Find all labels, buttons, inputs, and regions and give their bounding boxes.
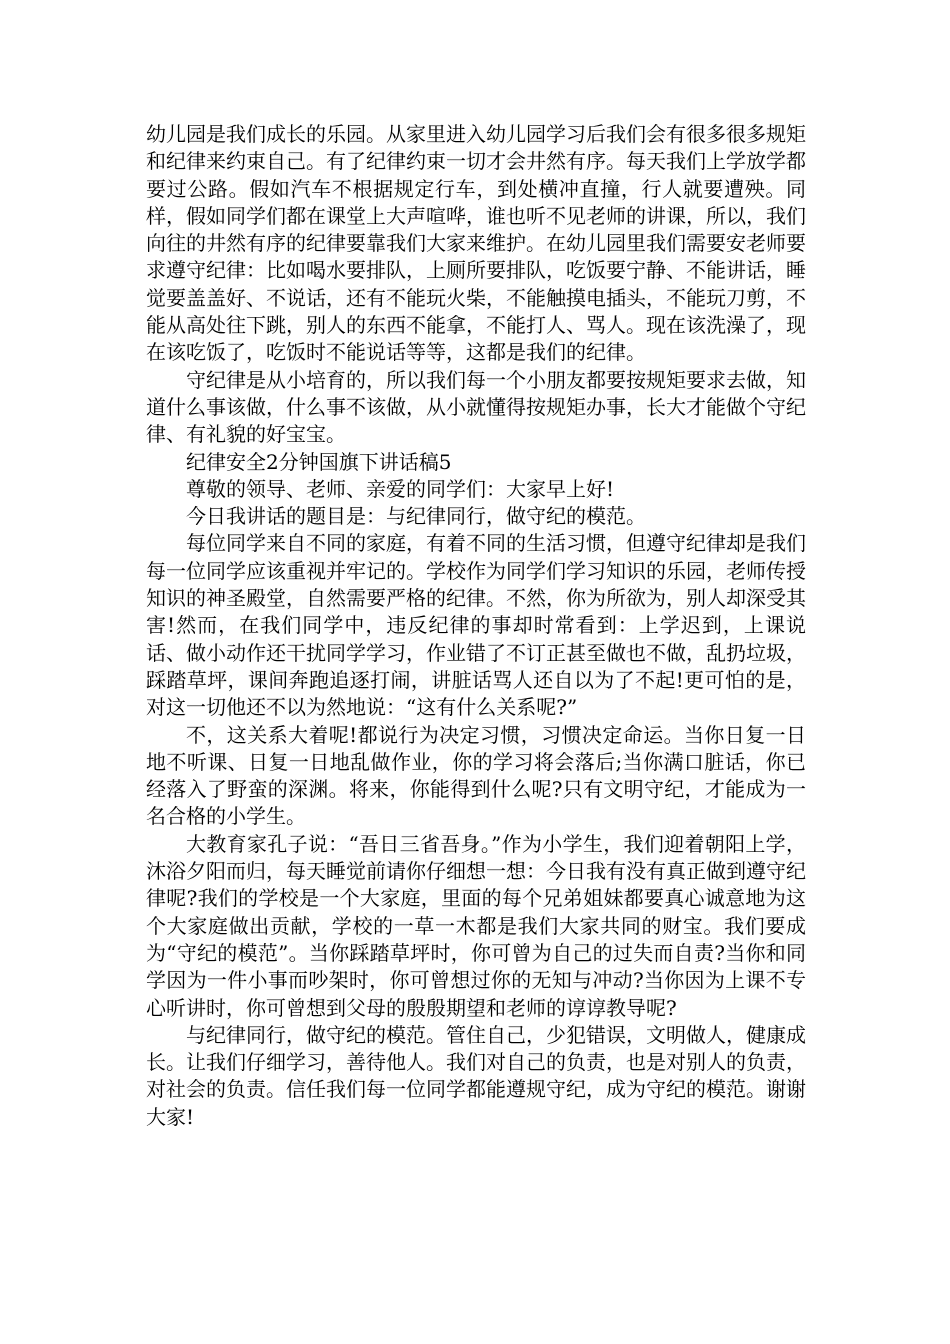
- paragraph-7: 不，这关系大着呢!都说行为决定习惯，习惯决定命运。当你日复一日地不听课、日复一日地乱做作业，你的学习将会落后;当你满口脏话，你已经落入了野蛮的深渊。将来，你能得到什么呢?只有文明守纪，才能成为一名合格的小学生。: [146, 722, 806, 829]
- document-body: [146, 121, 806, 1131]
- paragraph-9: 与纪律同行，做守纪的模范。管住自己，少犯错误，文明做人，健康成长。让我们仔细学习，善待他人。我们对自己的负责，也是对别人的负责，对社会的负责。信任我们每一位同学都能遵规守纪，成为守纪的模范。谢谢大家!: [146, 1022, 806, 1129]
- topic-line: 今日我讲话的题目是：与纪律同行，做守纪的模范。: [186, 504, 646, 529]
- paragraph-6: 每位同学来自不同的家庭，有着不同的生活习惯，但遵守纪律却是我们每一位同学应该重视并牢记的。学校作为同学们学习知识的乐园，老师传授知识的神圣殿堂，自然需要严格的纪律。不然，你为所欲为，别人却深受其害!然而，在我们同学中，违反纪律的事却时常看到：上学迟到，上课说话、做小动作还干扰同学学习，作业错了不订正甚至做也不做，乱扔垃圾，踩踏草坪，课间奔跑追逐打闹，讲脏话骂人还自以为了不起!更可怕的是，对这一切他还不以为然地说：“这有什么关系呢?”: [146, 531, 806, 720]
- speech-title: 纪律安全2分钟国旗下讲话稿5: [186, 449, 452, 474]
- greeting: 尊敬的领导、老师、亲爱的同学们：大家早上好!: [186, 476, 615, 501]
- paragraph-8: 大教育家孔子说：“吾日三省吾身。”作为小学生，我们迎着朝阳上学，沐浴夕阳而归，每天睡觉前请你仔细想一想：今日我有没有真正做到遵守纪律呢?我们的学校是一个大家庭，里面的每个兄弟姐妹都要真心诚意地为这个大家庭做出贡献，学校的一草一木都是我们大家共同的财宝。我们要成为“守纪的模范”。当你踩踏草坪时，你可曾为自己的过失而自责?当你和同学因为一件小事而吵架时，你可曾想过你的无知与冲动?当你因为上课不专心听讲时，你可曾想到父母的殷殷期望和老师的谆谆教导呢?: [146, 831, 806, 1020]
- paragraph-1: 幼儿园是我们成长的乐园。从家里进入幼儿园学习后我们会有很多很多规矩和纪律来约束自己。有了纪律约束一切才会井然有序。每天我们上学放学都要过公路。假如汽车不根据规定行车，到处横冲直撞，行人就要遭殃。同样，假如同学们都在课堂上大声喧哗，谁也听不见老师的讲课，所以，我们向往的井然有序的纪律要靠我们大家来维护。在幼儿园里我们需要安老师要求遵守纪律：比如喝水要排队，上厕所要排队，吃饭要宁静、不能讲话，睡觉要盖盖好、不说话，还有不能玩火柴，不能触摸电插头，不能玩刀剪，不能从高处往下跳，别人的东西不能拿，不能打人、骂人。现在该洗澡了，现在该吃饭了，吃饭时不能说话等等，这都是我们的纪律。: [146, 122, 806, 365]
- paragraph-2: 守纪律是从小培育的，所以我们每一个小朋友都要按规矩要求去做，知道什么事该做，什么事不该做，从小就懂得按规矩办事，长大才能做个守纪律、有礼貌的好宝宝。: [146, 367, 806, 447]
